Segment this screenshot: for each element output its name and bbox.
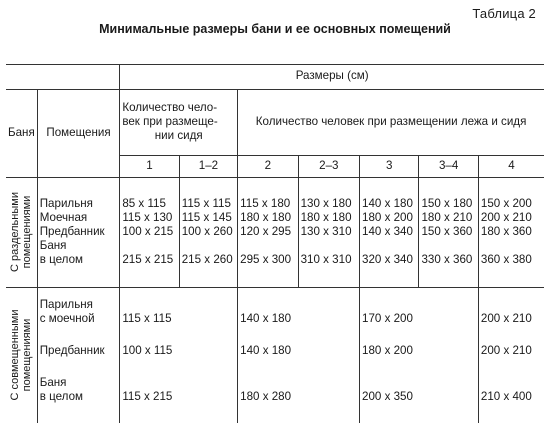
size-value: 180 х 200	[362, 211, 413, 224]
room-name: Моечная	[39, 211, 88, 224]
size-value: 200 х 210	[480, 311, 532, 325]
group-combined-label	[6, 287, 37, 423]
size-value: 140 х 340	[362, 225, 413, 238]
size-value: 180 х 180	[240, 211, 292, 224]
spacer	[122, 239, 176, 253]
header-empty-cell	[6, 64, 120, 89]
group-separate-label-line-2: помещениями	[21, 195, 34, 269]
group-combined-col-sitting	[120, 287, 238, 423]
rooms-header: Помещения	[37, 89, 120, 177]
table-title: Минимальные размеры бани и ее основных помещений	[99, 22, 451, 36]
size-value: 120 х 295	[240, 225, 292, 238]
size-value: 360 х 380	[480, 253, 532, 266]
group-separate-col-5	[360, 177, 419, 287]
size-value: 100 х 260	[181, 225, 233, 238]
room-name: в целом	[39, 389, 83, 403]
group-separate-col-6	[419, 177, 478, 287]
group-combined-col-4	[478, 287, 544, 423]
room-name: Баня	[39, 239, 67, 252]
size-value: 200 х 210	[480, 343, 532, 357]
size-value: 115 х 115	[122, 311, 172, 325]
spacer	[240, 239, 295, 253]
size-value: 210 х 400	[480, 389, 532, 403]
sitting-header-line-1: Количество чело-	[122, 101, 218, 114]
size-value: 115 х 215	[122, 389, 173, 403]
count-header-3: 2	[238, 155, 298, 177]
size-value: 140 х 180	[240, 343, 292, 357]
count-header-5: 3	[360, 155, 419, 177]
size-value: 180 х 280	[240, 389, 292, 403]
room-name: Парильня	[39, 297, 93, 311]
group-separate-col-7	[478, 177, 544, 287]
spacer	[362, 239, 416, 253]
count-header-1: 1	[120, 155, 179, 177]
sitting-header-line-2: век при размеще-	[122, 115, 218, 128]
group-separate-col-4	[298, 177, 359, 287]
spacer	[421, 239, 475, 253]
size-value: 115 х 115	[181, 197, 231, 210]
sizes-table	[6, 64, 544, 423]
room-name: Предбанник	[39, 225, 105, 238]
group-separate-col-1	[120, 177, 179, 287]
size-value: 115 х 145	[181, 211, 232, 224]
size-value: 180 х 360	[480, 225, 532, 238]
size-value: 180 х 180	[300, 211, 352, 224]
spacer	[301, 239, 357, 253]
size-value: 100 х 115	[122, 343, 173, 357]
size-value: 295 х 300	[240, 253, 292, 266]
spacer	[182, 239, 235, 253]
count-header-2: 1–2	[179, 155, 237, 177]
group-separate-label-line-1: С раздельными	[9, 192, 22, 272]
size-value: 140 х 180	[240, 311, 292, 325]
group-separate-rooms-cell	[37, 177, 120, 287]
room-name: Парильня	[39, 197, 93, 210]
table-number-label: Таблица 2	[472, 6, 536, 21]
size-value: 200 х 350	[362, 389, 413, 403]
sitting-header	[120, 89, 238, 155]
room-name: Предбанник	[39, 343, 105, 357]
size-value: 200 х 210	[480, 211, 532, 224]
size-value: 115 х 130	[122, 211, 173, 224]
group-separate-col-3	[238, 177, 298, 287]
group-combined-label-line-1: С совмещенными	[9, 309, 22, 401]
size-value: 150 х 200	[480, 197, 532, 210]
size-value: 215 х 260	[181, 253, 233, 266]
group-separate-label	[6, 177, 37, 287]
size-value: 330 х 360	[421, 253, 473, 266]
size-value: 100 х 215	[122, 225, 174, 238]
size-value: 85 х 115	[122, 197, 166, 210]
header-row-groups	[6, 89, 544, 155]
group-separate-rooms	[6, 177, 544, 287]
group-combined-label-line-2: помещениями	[21, 318, 34, 392]
spacer	[481, 239, 542, 253]
size-value: 150 х 180	[421, 197, 473, 210]
room-name: с моечной	[39, 311, 95, 325]
size-value: 215 х 215	[122, 253, 174, 266]
count-header-6: 3–4	[419, 155, 478, 177]
group-combined-col-2	[238, 287, 360, 423]
size-value: 180 х 210	[421, 211, 473, 224]
size-value: 130 х 310	[300, 225, 352, 238]
size-value: 180 х 200	[362, 343, 413, 357]
lying-header: Количество человек при размещении лежа и сидя	[238, 89, 544, 155]
group-combined-rooms	[6, 287, 544, 423]
room-name: Баня	[39, 375, 67, 389]
count-header-7: 4	[478, 155, 544, 177]
size-value: 130 х 180	[300, 197, 352, 210]
size-value: 310 х 310	[300, 253, 352, 266]
size-value: 115 х 180	[240, 197, 291, 210]
group-combined-col-3	[360, 287, 479, 423]
room-name: в целом	[39, 253, 83, 266]
header-row-sizes	[6, 64, 544, 89]
size-value: 320 х 340	[362, 253, 413, 266]
group-combined-rooms-cell	[37, 287, 120, 423]
size-value: 150 х 360	[421, 225, 473, 238]
size-value: 140 х 180	[362, 197, 413, 210]
sizes-header: Размеры (см)	[120, 64, 544, 89]
group-separate-col-2	[179, 177, 237, 287]
count-header-4: 2–3	[298, 155, 359, 177]
sitting-header-line-3: нии сидя	[154, 129, 203, 142]
size-value: 170 х 200	[362, 311, 413, 325]
banya-header: Баня	[6, 89, 37, 177]
